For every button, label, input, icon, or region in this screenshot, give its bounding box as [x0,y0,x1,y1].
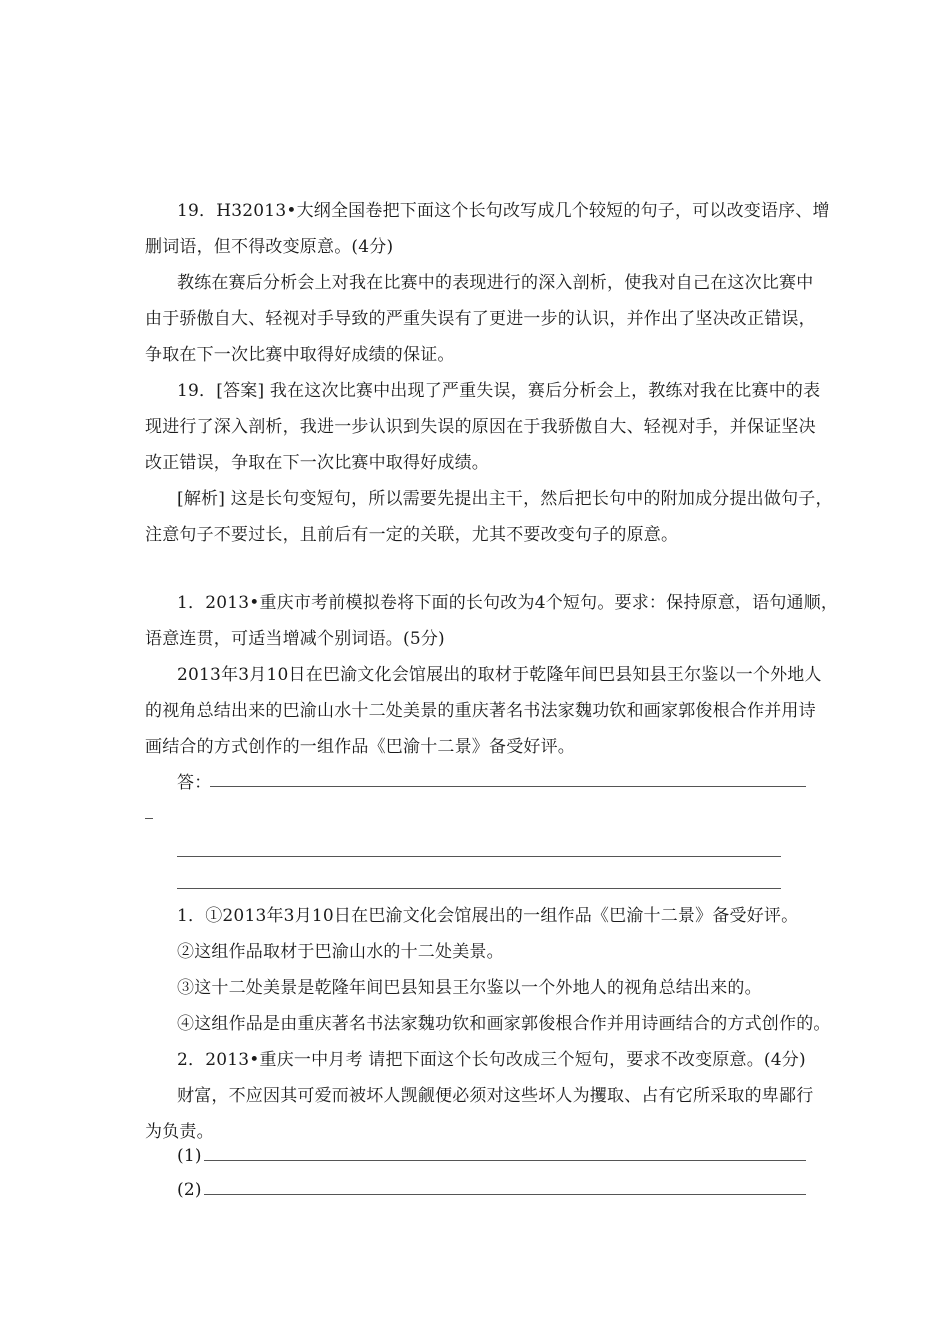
q19-passage-line-2: 由于骄傲自大、轻视对手导致的严重失误有了更进一步的认识，并作出了坚决改正错误， [145,309,816,329]
q1-prompt-line-1: 1．2013•重庆市考前模拟卷将下面的长句改为4个短句。要求：保持原意，语句通顺， [177,593,839,613]
q19-analysis-line-1: [解析] 这是长句变短句，所以需要先提出主干，然后把长句中的附加成分提出做句子， [177,489,833,509]
q2-prompt-line: 2．2013•重庆一中月考 请把下面这个长句改成三个短句，要求不改变原意。(4分) [177,1050,806,1070]
q2-answer-blank-1[interactable] [204,1160,806,1161]
q1-answer-blank-stub [145,818,153,819]
q2-passage-line-2: 为负责。 [145,1122,214,1142]
q1-answer-blank-3[interactable] [177,888,781,889]
q19-prompt-line-1: 19．H32013•大纲全国卷把下面这个长句改写成几个较短的句子，可以改变语序、增 [177,201,830,221]
q2-answer-blank-2[interactable] [204,1194,806,1195]
q19-passage-line-3: 争取在下一次比赛中取得好成绩的保证。 [145,345,455,365]
q19-answer-line-2: 现进行了深入剖析，我进一步认识到失误的原因在于我骄傲自大、轻视对手，并保证坚决 [145,417,816,437]
q19-analysis-line-2: 注意句子不要过长，且前后有一定的关联，尤其不要改变句子的原意。 [145,525,679,545]
q19-passage-line-1: 教练在赛后分析会上对我在比赛中的表现进行的深入剖析，使我对自己在这次比赛中 [177,273,814,293]
q2-blank-label-2: (2) [177,1180,202,1200]
q19-answer-line-1: 19．[答案] 我在这次比赛中出现了严重失误，赛后分析会上，教练对我在比赛中的表 [177,381,821,401]
q1-prompt-line-2: 语意连贯，可适当增减个别词语。(5分) [145,629,445,649]
q1-answer-label: 答： [177,773,212,793]
q19-answer-line-3: 改正错误，争取在下一次比赛中取得好成绩。 [145,453,489,473]
q1-answer-blank-1[interactable] [210,786,806,787]
q1-solution-line-2: ②这组作品取材于巴渝山水的十二处美景。 [177,942,504,962]
q1-solution-line-4: ④这组作品是由重庆著名书法家魏功钦和画家郭俊根合作并用诗画结合的方式创作的。 [177,1014,831,1034]
q1-passage-line-2: 的视角总结出来的巴渝山水十二处美景的重庆著名书法家魏功钦和画家郭俊根合作并用诗 [145,701,816,721]
q1-answer-blank-2[interactable] [177,856,781,857]
q2-blank-label-1: (1) [177,1146,202,1166]
q1-passage-line-3: 画结合的方式创作的一组作品《巴渝十二景》备受好评。 [145,737,575,757]
q2-passage-line-1: 财富，不应因其可爱而被坏人觊觎便必须对这些坏人为攫取、占有它所采取的卑鄙行 [177,1086,814,1106]
q1-passage-line-1: 2013年3月10日在巴渝文化会馆展出的取材于乾隆年间巴县知县王尔鉴以一个外地人 [177,665,822,685]
q1-solution-line-1: 1．①2013年3月10日在巴渝文化会馆展出的一组作品《巴渝十二景》备受好评。 [177,906,799,926]
q19-prompt-line-2: 删词语，但不得改变原意。(4分) [145,237,394,257]
q1-solution-line-3: ③这十二处美景是乾隆年间巴县知县王尔鉴以一个外地人的视角总结出来的。 [177,978,762,998]
